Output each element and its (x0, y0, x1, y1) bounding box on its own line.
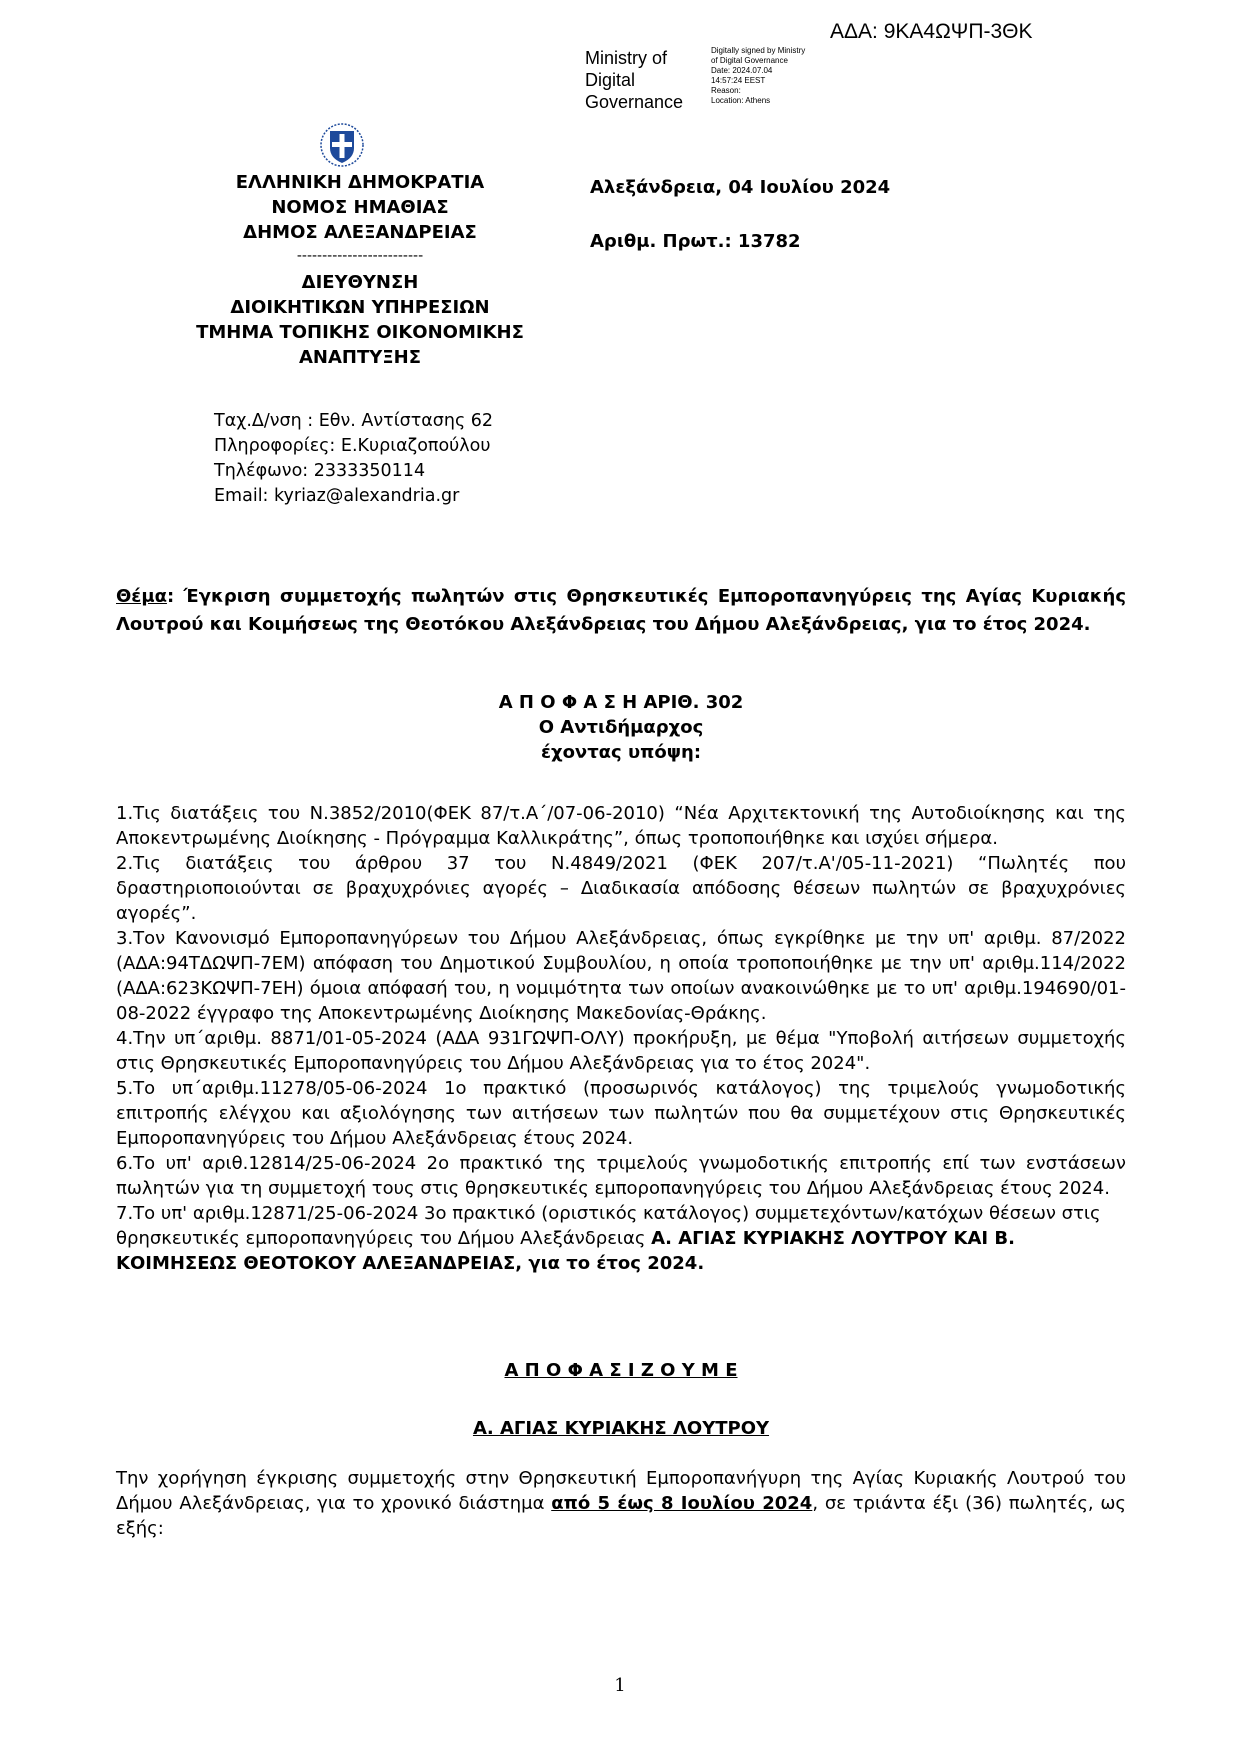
paragraph-period: από 5 έως 8 Ιουλίου 2024 (551, 1493, 813, 1514)
consideration-bold: Α. ΑΓΙΑΣ ΚΥΡΙΑΚΗΣ ΛΟΥΤΡΟΥ ΚΑΙ Β. ΚΟΙΜΗΣΕΩΣ ΘΕΟΤΟΚΟΥ ΑΛΕΞΑΝΔΡΕΙΑΣ, για το έτος 2024. (116, 1228, 1015, 1274)
header-separator: ------------------------- (296, 248, 424, 264)
contact-email: Email: kyriaz@alexandria.gr (214, 486, 460, 506)
signature-detail: of Digital Governance (711, 56, 788, 65)
signature-details (711, 46, 805, 106)
signature-detail: Reason: (711, 86, 741, 95)
ada-code: ΑΔΑ: 9ΚΑ4ΩΨΠ-3ΘΚ (830, 20, 1033, 43)
decision-heading (116, 690, 1126, 765)
considerations-list (116, 801, 1126, 1276)
greek-emblem-icon (318, 120, 366, 168)
consideration-item: 5.Το υπ΄αριθμ.11278/05-06-2024 1ο πρακτικό (προσωρινός κατάλογος) της τριμελούς γνωμοδοτικής επιτροπής ελέγχου και αξιολόγησης των αιτήσεων των πωλητών που θα συμμετέχουν στις Θρησκευτικές Εμποροπανηγύρεις του Δήμου Αλεξάνδρειας έτους 2024. (116, 1078, 1126, 1149)
decision-authority: Ο Αντιδήμαρχος (538, 717, 704, 738)
contact-phone: Τηλέφωνο: 2333350114 (214, 461, 426, 481)
header-line: ΝΟΜΟΣ ΗΜΑΘΙΑΣ (271, 197, 449, 218)
contact-address: Ταχ.Δ/νση : Εθν. Αντίστασης 62 (214, 411, 494, 431)
paragraph-text: Την χορήγηση έγκρισης συμμετοχής στην Θρησκευτική Εμποροπανήγυρη της Αγίας Κυριακής Λουτρού του Δήμου Αλεξάνδρειας, για το χρονικό διάστημα (116, 1468, 1126, 1514)
decision-number: Α Π Ο Φ Α Σ Η ΑΡΙΘ. 302 (498, 692, 744, 713)
department-header (180, 270, 540, 370)
decide-heading: Α Π Ο Φ Α Σ Ι Ζ Ο Υ Μ Ε (504, 1360, 738, 1381)
header-line: ΔΗΜΟΣ ΑΛΕΞΑΝΔΡΕΙΑΣ (243, 222, 477, 243)
signature-line: Digital (585, 70, 636, 90)
header-line: ΑΝΑΠΤΥΞΗΣ (298, 347, 422, 368)
consideration-item: 2.Τις διατάξεις του άρθρου 37 του Ν.4849/2021 (ΦΕΚ 207/τ.Α'/05-11-2021) “Πωλητές που δραστηριοποιούνται σε βραχυχρόνιες αγορές – Διαδικασία απόδοσης θέσεων πωλητών σε βραχυχρόνιες αγορές”. (116, 853, 1126, 924)
consideration-text: 7.Το υπ' αριθμ.12871/25-06-2024 3ο πρακτικό (οριστικός κατάλογος) συμμετεχόντων/κατόχων θέσεων στις θρησκευτικές εμποροπανηγύρεις του Δήμου Αλεξάνδρειας (116, 1203, 1101, 1249)
consideration-item: 1.Τις διατάξεις του Ν.3852/2010(ΦΕΚ 87/τ.Α΄/07-06-2010) “Νέα Αρχιτεκτονική της Αυτοδιοίκησης και της Αποκεντρωμένης Διοίκησης - Πρόγραμμα Καλλικράτης”, όπως τροποποιήθηκε και ισχύει σήμερα. (116, 803, 1126, 849)
header-line: ΤΜΗΜΑ ΤΟΠΙΚΗΣ ΟΙΚΟΝΟΜΙΚΗΣ (196, 322, 524, 343)
signature-detail: 14:57:24 EEST (711, 76, 766, 85)
subject-label: Θέμα (116, 586, 167, 607)
contact-block (214, 409, 493, 509)
header-line: ΕΛΛΗΝΙΚΗ ΔΗΜΟΚΡΑΤΙΑ (235, 172, 485, 193)
signature-detail: Digitally signed by Ministry (711, 46, 806, 55)
issuer-header (180, 170, 540, 245)
consideration-item: 3.Τον Κανονισμό Εμποροπανηγύρεων του Δήμου Αλεξάνδρειας, όπως εγκρίθηκε με την υπ' αριθμ. 87/2022 (ΑΔΑ:94ΤΔΩΨΠ-7ΕΜ) απόφαση του Δημοτικού Συμβουλίου, η οποία τροποποιήθηκε με την υπ' αριθμ.114/2022 (ΑΔΑ:623ΚΩΨΠ-7ΕΗ) όμοια απόφασή του, η νομιμότητα των οποίων ανακοινώθηκε με το υπ' αριθμ.194690/01-08-2022 έγγραφο της Αποκεντρωμένης Διοίκησης Μακεδονίας-Θράκης. (116, 928, 1126, 1024)
subject-text: : Έγκριση συμμετοχής πωλητών στις Θρησκευτικές Εμποροπανηγύρεις της Αγίας Κυριακής Λουτρού και Κοιμήσεως της Θεοτόκου Αλεξάνδρειας του Δήμου Αλεξάνδρειας, για το έτος 2024. (116, 586, 1126, 635)
signature-line: Governance (585, 92, 684, 112)
subject (116, 583, 1126, 639)
signature-detail: Date: 2024.07.04 (711, 66, 773, 75)
contact-info: Πληροφορίες: Ε.Κυριαζοπούλου (214, 436, 491, 456)
consideration-item: 6.Το υπ' αριθ.12814/25-06-2024 2ο πρακτικό της τριμελούς γνωμοδοτικής επιτροπής επί των ενστάσεων πωλητών για τη συμμετοχή τους στις θρησκευτικές εμποροπανηγύρεις του Δήμου Αλεξάνδρειας έτους 2024. (116, 1153, 1126, 1199)
consideration-item: 4.Την υπ΄αριθμ. 8871/01-05-2024 (ΑΔΑ 931ΓΩΨΠ-ΟΛΥ) προκήρυξη, με θέμα "Υποβολή αιτήσεων συμμετοχής στις Θρησκευτικές Εμποροπανηγύρεις του Δήμου Αλεξάνδρειας για το έτος 2024". (116, 1028, 1126, 1074)
document-date: Αλεξάνδρεια, 04 Ιουλίου 2024 (590, 177, 891, 198)
header-line: ΔΙΟΙΚΗΤΙΚΩΝ ΥΠΗΡΕΣΙΩΝ (230, 297, 490, 318)
consideration-item (116, 1201, 1126, 1276)
signature-line: Ministry of (585, 48, 668, 68)
section-a-heading: Α. ΑΓΙΑΣ ΚΥΡΙΑΚΗΣ ΛΟΥΤΡΟΥ (472, 1418, 770, 1439)
page-number: 1 (614, 1675, 626, 1696)
decision-considering: έχοντας υπόψη: (540, 742, 702, 763)
protocol-number: Αριθμ. Πρωτ.: 13782 (590, 231, 801, 252)
section-a-paragraph (116, 1466, 1126, 1541)
paragraph-text: , σε τριάντα έξι (36) πωλητές, ως εξής: (116, 1493, 1126, 1539)
header-line: ΔΙΕΥΘΥΝΣΗ (301, 272, 419, 293)
signature-signer (585, 47, 683, 113)
signature-detail: Location: Athens (711, 96, 771, 105)
